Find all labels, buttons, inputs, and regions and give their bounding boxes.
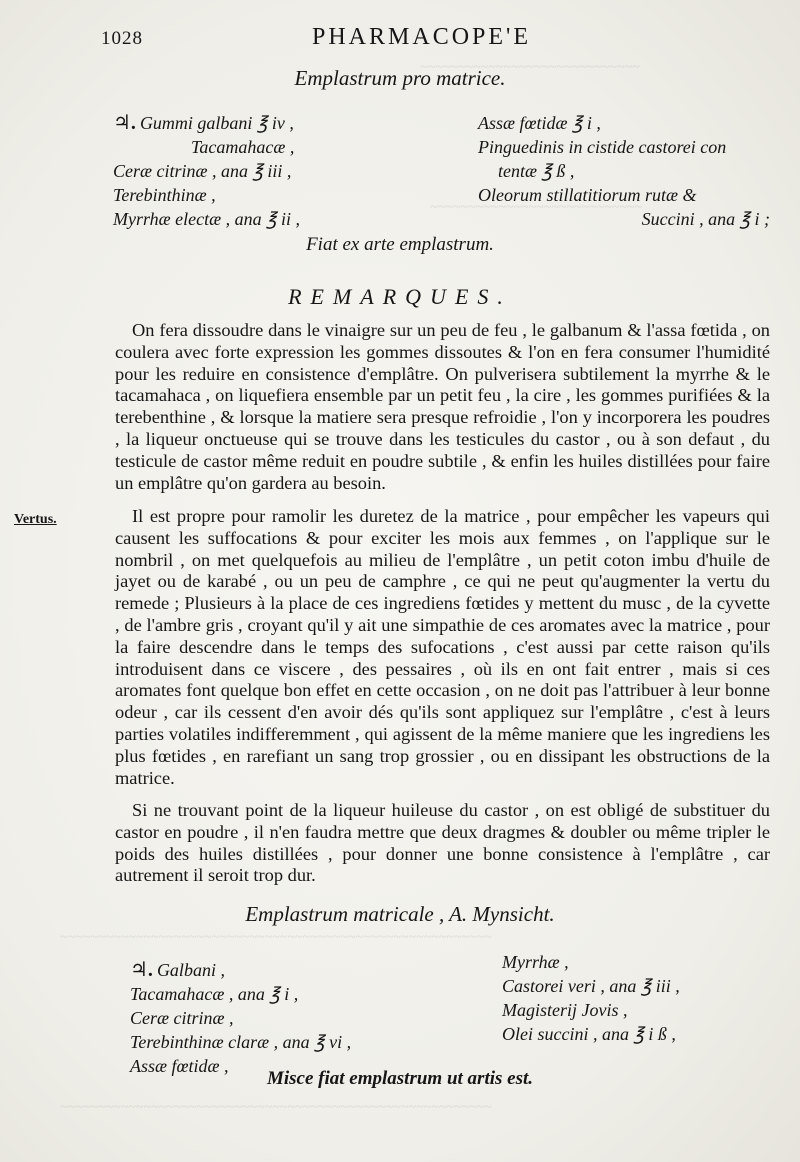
ingredient-line: Myrrhæ electæ , ana ℥ ii , (113, 209, 301, 229)
running-head: PHARMACOPE'E (312, 24, 532, 50)
ingredient-line: Ceræ citrinæ , (130, 1008, 234, 1028)
recipe1-title: Emplastrum pro matrice. (294, 66, 506, 90)
ingredient-line: Terebinthinæ , (113, 185, 216, 205)
ingredient-line: Magisterij Jovis , (502, 1000, 628, 1020)
recipe2-title: Emplastrum matricale , A. Mynsicht. (245, 902, 555, 926)
ingredient-line: Tacamahacæ , ana ℥ i , (130, 984, 299, 1004)
ingredient-line: tentæ ℥ ß , (498, 161, 575, 181)
remarks-heading: REMARQUES. (288, 284, 512, 309)
bleed-through-text: ~~~~~~~~~~~~~~~~~~~~~~~~~~~~ (430, 200, 643, 215)
recipe1-closing: Fiat ex arte emplastrum. (306, 234, 494, 255)
recipe1-right-column (478, 111, 770, 231)
ingredient-line: Castorei veri , ana ℥ iii , (502, 976, 680, 996)
paragraph-substitution: Si ne trouvant point de la liqueur huileuse du castor , on est obligé de substituer du castor en poudre , il n'en faudra mettre que deux dragmes & doubler ou même tripler le poids des huiles distillées , pour donner une bonne consistence à l'emplâtre , car autrement il seroit trop dur. (115, 800, 770, 886)
bleed-through-text: ~~~~~~~~~~~~~~~~~~~~~~~~~~~~~~~~~~~~~~~~~~~~~~~~~~~~~~~~~ (60, 930, 492, 945)
bleed-through-text: ~~~~~~~~~~~~~~~~~~~~~~~~~~~~~~~~~~~~~~~~~~~~~~~~~~~~~~~~~ (60, 1100, 492, 1115)
recipe2-right-column (502, 950, 680, 1046)
page-header (0, 22, 800, 54)
bleed-through-text: ~~~~~~~~~~~~~~~~~~~~~~~~~~~~~ (420, 60, 640, 75)
ingredient-line: Assæ fœtidæ ℥ i , (478, 113, 601, 133)
paragraph-virtues: Il est propre pour ramolir les duretez de la matrice , pour empêcher les vapeurs qui causent les suffocations & pour exciter les mois aux femmes , on l'applique sur le nombril , on met quelquefois au milieu de l'emplâtre , un petit coton imbu d'huile de jayet ou de karabé , ou un peu de camphre , ce qui ne peut qu'augmenter la vertu du remede ; Plusieurs à la place de ces ingrediens fœtides y mettent du musc , de la cyvette , de l'ambre gris , croyant qu'il y ait une simpathie de ces aromates avec la matrice , pour la faire descendre dans le temps des sufocations , c'est aussi par cette raison qu'ils introduisent dans ce viscere , des pessaires , où ils en ont fait entrer , mais si ces aromates font quelque bon effet en cette occasion , on ne doit pas l'attribuer à leur bonne odeur , car ils cessent d'en avoir dés qu'ils sont appliquez sur l'emplâtre , c'est à leurs parties volatiles indifferemment , qui agissent de la même maniere que les ingrediens les plus fœtides , en rarefiant un sang trop grossier , ou en dissipant les obstructions de la matrice. (115, 506, 770, 788)
recipe-symbol-icon: ♃. (113, 112, 136, 134)
paragraph-preparation: On fera dissoudre dans le vinaigre sur un peu de feu , le galbanum & l'assa fœtida , on coulera avec forte expression les gommes dissoutes & l'on en fera consumer l'humidité pour les reduire en consistence d'emplâtre. On pulverisera subtilement la myrrhe & le tacamahaca , on liquefiera ensemble par un petit feu , la cire , les gommes purifiées & la terebenthine , & lorsque la matiere sera presque refroidie , l'on y incorporera les poudres , la liqueur onctueuse qui se trouve dans les testicules du castor , ou à son defaut , du testicule de castor même reduit en poudre subtile , & enfin les huiles distillées pour faire un emplâtre qu'on gardera au besoin. (115, 320, 770, 493)
ingredient-line: ♃. Gummi galbani ℥ iv , (113, 112, 294, 134)
recipe2-left-column (130, 958, 351, 1078)
page-number: 1028 (101, 28, 143, 49)
recipe1-left-column (113, 111, 300, 231)
ingredient-line: Tacamahacæ , (191, 137, 295, 157)
ingredient-line: Terebinthinæ claræ , ana ℥ vi , (130, 1032, 352, 1052)
margin-note: Vertus. (14, 512, 57, 527)
recipe2-closing: Misce fiat emplastrum ut artis est. (266, 1068, 534, 1089)
ingredient-line: Assæ fœtidæ , (130, 1056, 229, 1076)
ingredient-line: Pinguedinis in cistide castorei con (478, 137, 727, 157)
ingredient-line: Olei succini , ana ℥ i ß , (502, 1024, 676, 1044)
ingredient-line: Succini , ana ℥ i ; (641, 209, 770, 229)
ingredient-line: Oleorum stillatitiorum rutæ & (478, 185, 697, 205)
ingredient-line: Myrrhæ , (502, 952, 569, 972)
recipe-symbol-icon: ♃. (130, 959, 153, 981)
ingredient-line: Ceræ citrinæ , ana ℥ iii , (113, 161, 292, 181)
ingredient-line: ♃. Galbani , (130, 959, 225, 981)
